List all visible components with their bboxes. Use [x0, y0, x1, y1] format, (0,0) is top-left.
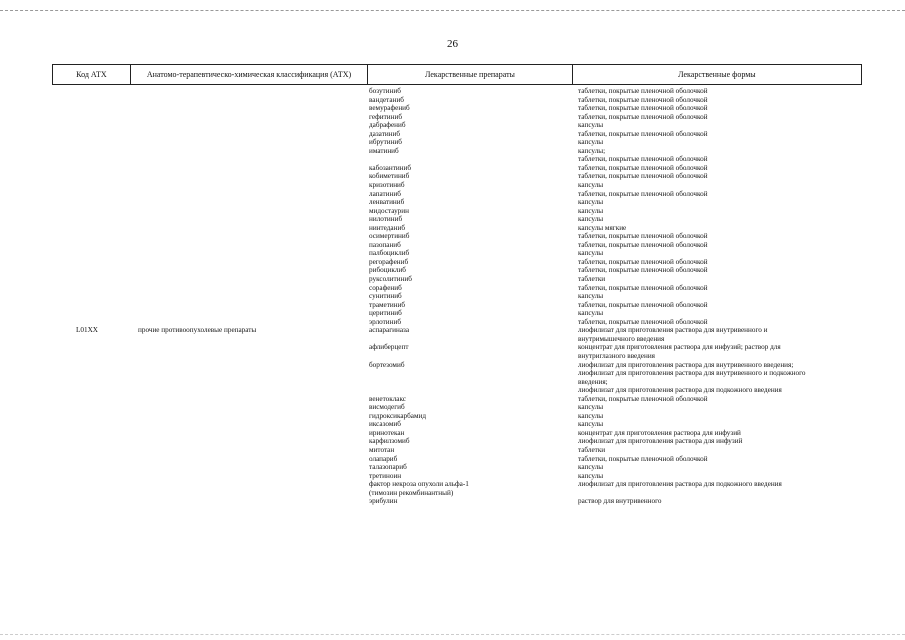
row-form: капсулы [578, 206, 604, 215]
table-row [0, 480, 905, 489]
row-classification [130, 437, 366, 446]
row-classification [130, 266, 366, 275]
row-classification [130, 284, 366, 293]
row-drug: иринотекан [369, 428, 405, 437]
row-classification [130, 138, 366, 147]
row-code [0, 420, 130, 429]
row-classification [130, 104, 366, 113]
table-row [0, 130, 905, 139]
row-classification [130, 352, 366, 361]
row-drug: гефитиниб [369, 112, 402, 121]
row-form: концентрат для приготовления раствора для инфузий; раствор для [578, 343, 781, 352]
row-drug [366, 369, 572, 378]
row-code [0, 275, 130, 284]
row-code [0, 147, 130, 156]
row-drug: пазопаниб [369, 240, 401, 249]
row-form: капсулы [578, 138, 604, 147]
row-code [0, 378, 130, 387]
table-row [0, 207, 905, 216]
row-code [0, 181, 130, 190]
table-row [0, 198, 905, 207]
row-classification [130, 386, 366, 395]
row-classification [130, 463, 366, 472]
row-drug: кризотиниб [369, 181, 405, 190]
row-classification [130, 335, 366, 344]
row-code [0, 361, 130, 370]
row-form: лиофилизат для приготовления раствора для инфузий [578, 437, 743, 446]
row-code [0, 386, 130, 395]
row-code [0, 403, 130, 412]
row-drug: ибрутиниб [369, 138, 402, 147]
row-drug: церитиниб [369, 309, 402, 318]
row-form: капсулы [578, 181, 604, 190]
row-code [0, 395, 130, 404]
row-drug: карфилзомиб [369, 437, 410, 446]
table-row [0, 378, 905, 387]
row-code [0, 172, 130, 181]
table-row [0, 463, 905, 472]
table-row [0, 412, 905, 421]
row-drug: палбоциклиб [369, 249, 410, 258]
row-classification [130, 403, 366, 412]
row-drug: (тимозин рекомбинантный) [369, 488, 454, 497]
row-code [0, 130, 130, 139]
row-code [0, 463, 130, 472]
row-code [0, 412, 130, 421]
row-drug: талазопариб [369, 463, 407, 472]
row-code [0, 232, 130, 241]
table-header [52, 64, 862, 85]
row-classification [130, 309, 366, 318]
row-form: раствор для внутривенного [578, 497, 662, 506]
row-classification [130, 292, 366, 301]
table-row [0, 395, 905, 404]
header-classification: Анатомо-терапевтическо-химическая классификация (АТХ) [131, 65, 368, 84]
row-drug [366, 335, 572, 344]
row-classification [130, 87, 366, 96]
row-form: таблетки, покрытые пленочной оболочкой [578, 300, 708, 309]
row-drug: митотан [369, 445, 395, 454]
table-row [0, 335, 905, 344]
table-row [0, 164, 905, 173]
row-form: капсулы [578, 420, 604, 429]
row-drug: эрибулин [369, 497, 398, 506]
row-drug: третиноин [369, 471, 402, 480]
row-classification [130, 232, 366, 241]
row-code [0, 249, 130, 258]
table-row [0, 190, 905, 199]
row-code [0, 258, 130, 267]
table-row [0, 318, 905, 327]
table-row [0, 224, 905, 233]
row-classification [130, 198, 366, 207]
row-form: капсулы [578, 249, 604, 258]
row-classification [130, 361, 366, 370]
table-row [0, 215, 905, 224]
header-forms: Лекарственные формы [678, 70, 756, 79]
row-classification [130, 395, 366, 404]
row-classification [130, 190, 366, 199]
row-form: таблетки, покрытые пленочной оболочкой [578, 95, 708, 104]
row-code [0, 87, 130, 96]
row-code [0, 292, 130, 301]
row-form: капсулы [578, 403, 604, 412]
row-drug: иматиниб [369, 146, 399, 155]
row-form: таблетки, покрытые пленочной оболочкой [578, 172, 708, 181]
row-form: таблетки, покрытые пленочной оболочкой [578, 266, 708, 275]
row-form: таблетки, покрытые пленочной оболочкой [578, 454, 708, 463]
row-classification [130, 147, 366, 156]
row-drug: нилотиниб [369, 215, 403, 224]
row-form: лиофилизат для приготовления раствора для внутривенного введения; [578, 360, 794, 369]
row-drug: эрлотиниб [369, 317, 402, 326]
row-drug: траметиниб [369, 300, 406, 309]
row-form: таблетки, покрытые пленочной оболочкой [578, 394, 708, 403]
row-drug: руксолитиниб [369, 275, 412, 284]
row-classification [130, 155, 366, 164]
row-drug: мидостаурин [369, 206, 409, 215]
table-row [0, 301, 905, 310]
table-row [0, 249, 905, 258]
row-code [0, 318, 130, 327]
row-form: капсулы [578, 215, 604, 224]
row-form: введения; [578, 377, 608, 386]
row-form: концентрат для приготовления раствора для инфузий [578, 428, 741, 437]
table-row [0, 361, 905, 370]
row-form: внутримышечного введения [578, 334, 665, 343]
row-code [0, 489, 130, 498]
row-classification [130, 301, 366, 310]
row-classification [130, 207, 366, 216]
row-code [0, 241, 130, 250]
row-classification [130, 412, 366, 421]
row-drug: рибоциклиб [369, 266, 406, 275]
table-row [0, 489, 905, 498]
table-row [0, 87, 905, 96]
top-scan-rule [0, 10, 905, 11]
row-code [0, 224, 130, 233]
header-code: Код АТХ [53, 65, 131, 84]
row-classification [130, 249, 366, 258]
table-row [0, 113, 905, 122]
row-drug [366, 155, 572, 164]
row-form: таблетки, покрытые пленочной оболочкой [578, 283, 708, 292]
row-form: таблетки, покрытые пленочной оболочкой [578, 317, 708, 326]
table-row [0, 181, 905, 190]
row-classification [130, 130, 366, 139]
row-drug: бозутиниб [369, 87, 401, 95]
row-form: таблетки, покрытые пленочной оболочкой [578, 163, 708, 172]
row-drug: ленватиниб [369, 198, 405, 207]
row-classification [130, 378, 366, 387]
row-form: капсулы [578, 292, 604, 301]
table-row [0, 155, 905, 164]
row-drug: лапатиниб [369, 189, 401, 198]
row-classification [130, 472, 366, 481]
row-form: таблетки, покрытые пленочной оболочкой [578, 189, 708, 198]
row-drug [366, 386, 572, 395]
table-row [0, 96, 905, 105]
row-classification [130, 446, 366, 455]
row-classification [130, 489, 366, 498]
row-code [0, 301, 130, 310]
page-number: 26 [447, 38, 458, 50]
row-form: лиофилизат для приготовления раствора для подкожного введения [578, 386, 782, 395]
row-drug: вемурафениб [369, 104, 410, 113]
row-code [0, 369, 130, 378]
table-row [0, 104, 905, 113]
row-form: капсулы [578, 463, 604, 472]
row-form: лиофилизат для приготовления раствора для подкожного введения [578, 480, 782, 489]
table-row [0, 121, 905, 130]
row-form: капсулы; [578, 146, 606, 155]
row-classification [130, 318, 366, 327]
row-code [0, 138, 130, 147]
row-form: лиофилизат для приготовления раствора для внутривенного и [578, 326, 768, 335]
row-classification [130, 113, 366, 122]
table-row [0, 472, 905, 481]
row-drug: венетоклакс [369, 394, 406, 403]
row-form: таблетки, покрытые пленочной оболочкой [578, 232, 708, 241]
table-row [0, 326, 905, 335]
row-drug: висмодегиб [369, 403, 405, 412]
row-drug: дабрафениб [369, 121, 406, 130]
table-row [0, 369, 905, 378]
row-code [0, 266, 130, 275]
row-form: таблетки, покрытые пленочной оболочкой [578, 257, 708, 266]
row-code [0, 155, 130, 164]
row-drug: аспарагиназа [369, 326, 410, 335]
row-code [0, 284, 130, 293]
row-code [0, 352, 130, 361]
row-classification [130, 455, 366, 464]
row-form: таблетки, покрытые пленочной оболочкой [578, 240, 708, 249]
table-row [0, 284, 905, 293]
table-row [0, 446, 905, 455]
row-drug: кобиметиниб [369, 172, 410, 181]
row-drug: сунитиниб [369, 292, 402, 301]
row-classification [130, 369, 366, 378]
row-code [0, 437, 130, 446]
row-classification [130, 121, 366, 130]
table-row [0, 266, 905, 275]
row-drug: осимертиниб [369, 232, 410, 241]
row-classification [130, 420, 366, 429]
row-classification [130, 258, 366, 267]
row-form: таблетки [578, 445, 606, 454]
row-classification [130, 429, 366, 438]
table-row [0, 497, 905, 506]
row-form: капсулы [578, 121, 604, 130]
row-code [0, 480, 130, 489]
row-classification [130, 172, 366, 181]
row-classification [130, 96, 366, 105]
row-drug: сорафениб [369, 283, 402, 292]
row-classification [130, 224, 366, 233]
table-row [0, 386, 905, 395]
row-code [0, 207, 130, 216]
bottom-scan-rule [0, 634, 905, 635]
table-row [0, 352, 905, 361]
row-classification [130, 181, 366, 190]
table-row [0, 403, 905, 412]
table-row [0, 429, 905, 438]
row-drug: бортезомиб [369, 360, 405, 369]
row-form: таблетки, покрытые пленочной оболочкой [578, 112, 708, 121]
row-form: таблетки, покрытые пленочной оболочкой [578, 104, 708, 113]
table-row [0, 232, 905, 241]
row-drug [366, 378, 572, 387]
row-code [0, 446, 130, 455]
row-classification [130, 480, 366, 489]
table-row [0, 147, 905, 156]
table-row [0, 455, 905, 464]
row-form: капсулы [578, 198, 604, 207]
row-classification [130, 215, 366, 224]
row-code [0, 343, 130, 352]
row-form: капсулы [578, 411, 604, 420]
table-body [0, 87, 905, 506]
table-row [0, 258, 905, 267]
row-code [0, 121, 130, 130]
row-code [0, 429, 130, 438]
row-classification [130, 241, 366, 250]
row-code [0, 335, 130, 344]
table-row [0, 437, 905, 446]
row-classification: прочие противоопухолевые препараты [138, 326, 257, 335]
row-form: таблетки, покрытые пленочной оболочкой [578, 87, 708, 95]
header-drugs: Лекарственные препараты [368, 65, 573, 84]
row-form: таблетки, покрытые пленочной оболочкой [578, 129, 708, 138]
table-row [0, 172, 905, 181]
row-code [0, 497, 130, 506]
row-classification [130, 275, 366, 284]
row-code: L01XX [76, 326, 98, 335]
row-code [0, 164, 130, 173]
row-code [0, 309, 130, 318]
table-row [0, 420, 905, 429]
row-form: лиофилизат для приготовления раствора для внутривенного и подкожного [578, 369, 806, 378]
row-code [0, 455, 130, 464]
row-form: таблетки, покрытые пленочной оболочкой [578, 155, 708, 164]
row-drug: регорафениб [369, 257, 409, 266]
row-form: таблетки [578, 275, 606, 284]
row-form: капсулы [578, 471, 604, 480]
row-form [572, 489, 872, 498]
row-form: внутриглазного введения [578, 351, 655, 360]
row-classification [130, 164, 366, 173]
row-code [0, 472, 130, 481]
row-code [0, 96, 130, 105]
table-row [0, 275, 905, 284]
row-drug: афлиберцепт [369, 343, 409, 352]
row-code [0, 104, 130, 113]
row-drug: гидроксикарбамид [369, 411, 427, 420]
row-drug: иксазомиб [369, 420, 401, 429]
table-row [0, 343, 905, 352]
row-drug: вандетаниб [369, 95, 404, 104]
table-row [0, 309, 905, 318]
row-form: капсулы [578, 309, 604, 318]
row-classification [130, 343, 366, 352]
row-drug: дазатиниб [369, 129, 401, 138]
row-drug: нинтеданиб [369, 223, 405, 232]
row-code [0, 215, 130, 224]
row-drug: фактор некроза опухоли альфа-1 [369, 480, 469, 489]
row-drug: олапариб [369, 454, 398, 463]
table-row [0, 138, 905, 147]
table-row [0, 292, 905, 301]
row-drug [366, 352, 572, 361]
row-form: капсулы мягкие [578, 223, 627, 232]
row-code [0, 113, 130, 122]
row-code [0, 198, 130, 207]
table-row [0, 241, 905, 250]
row-code [0, 190, 130, 199]
row-classification [130, 497, 366, 506]
row-drug: кабозантиниб [369, 163, 412, 172]
